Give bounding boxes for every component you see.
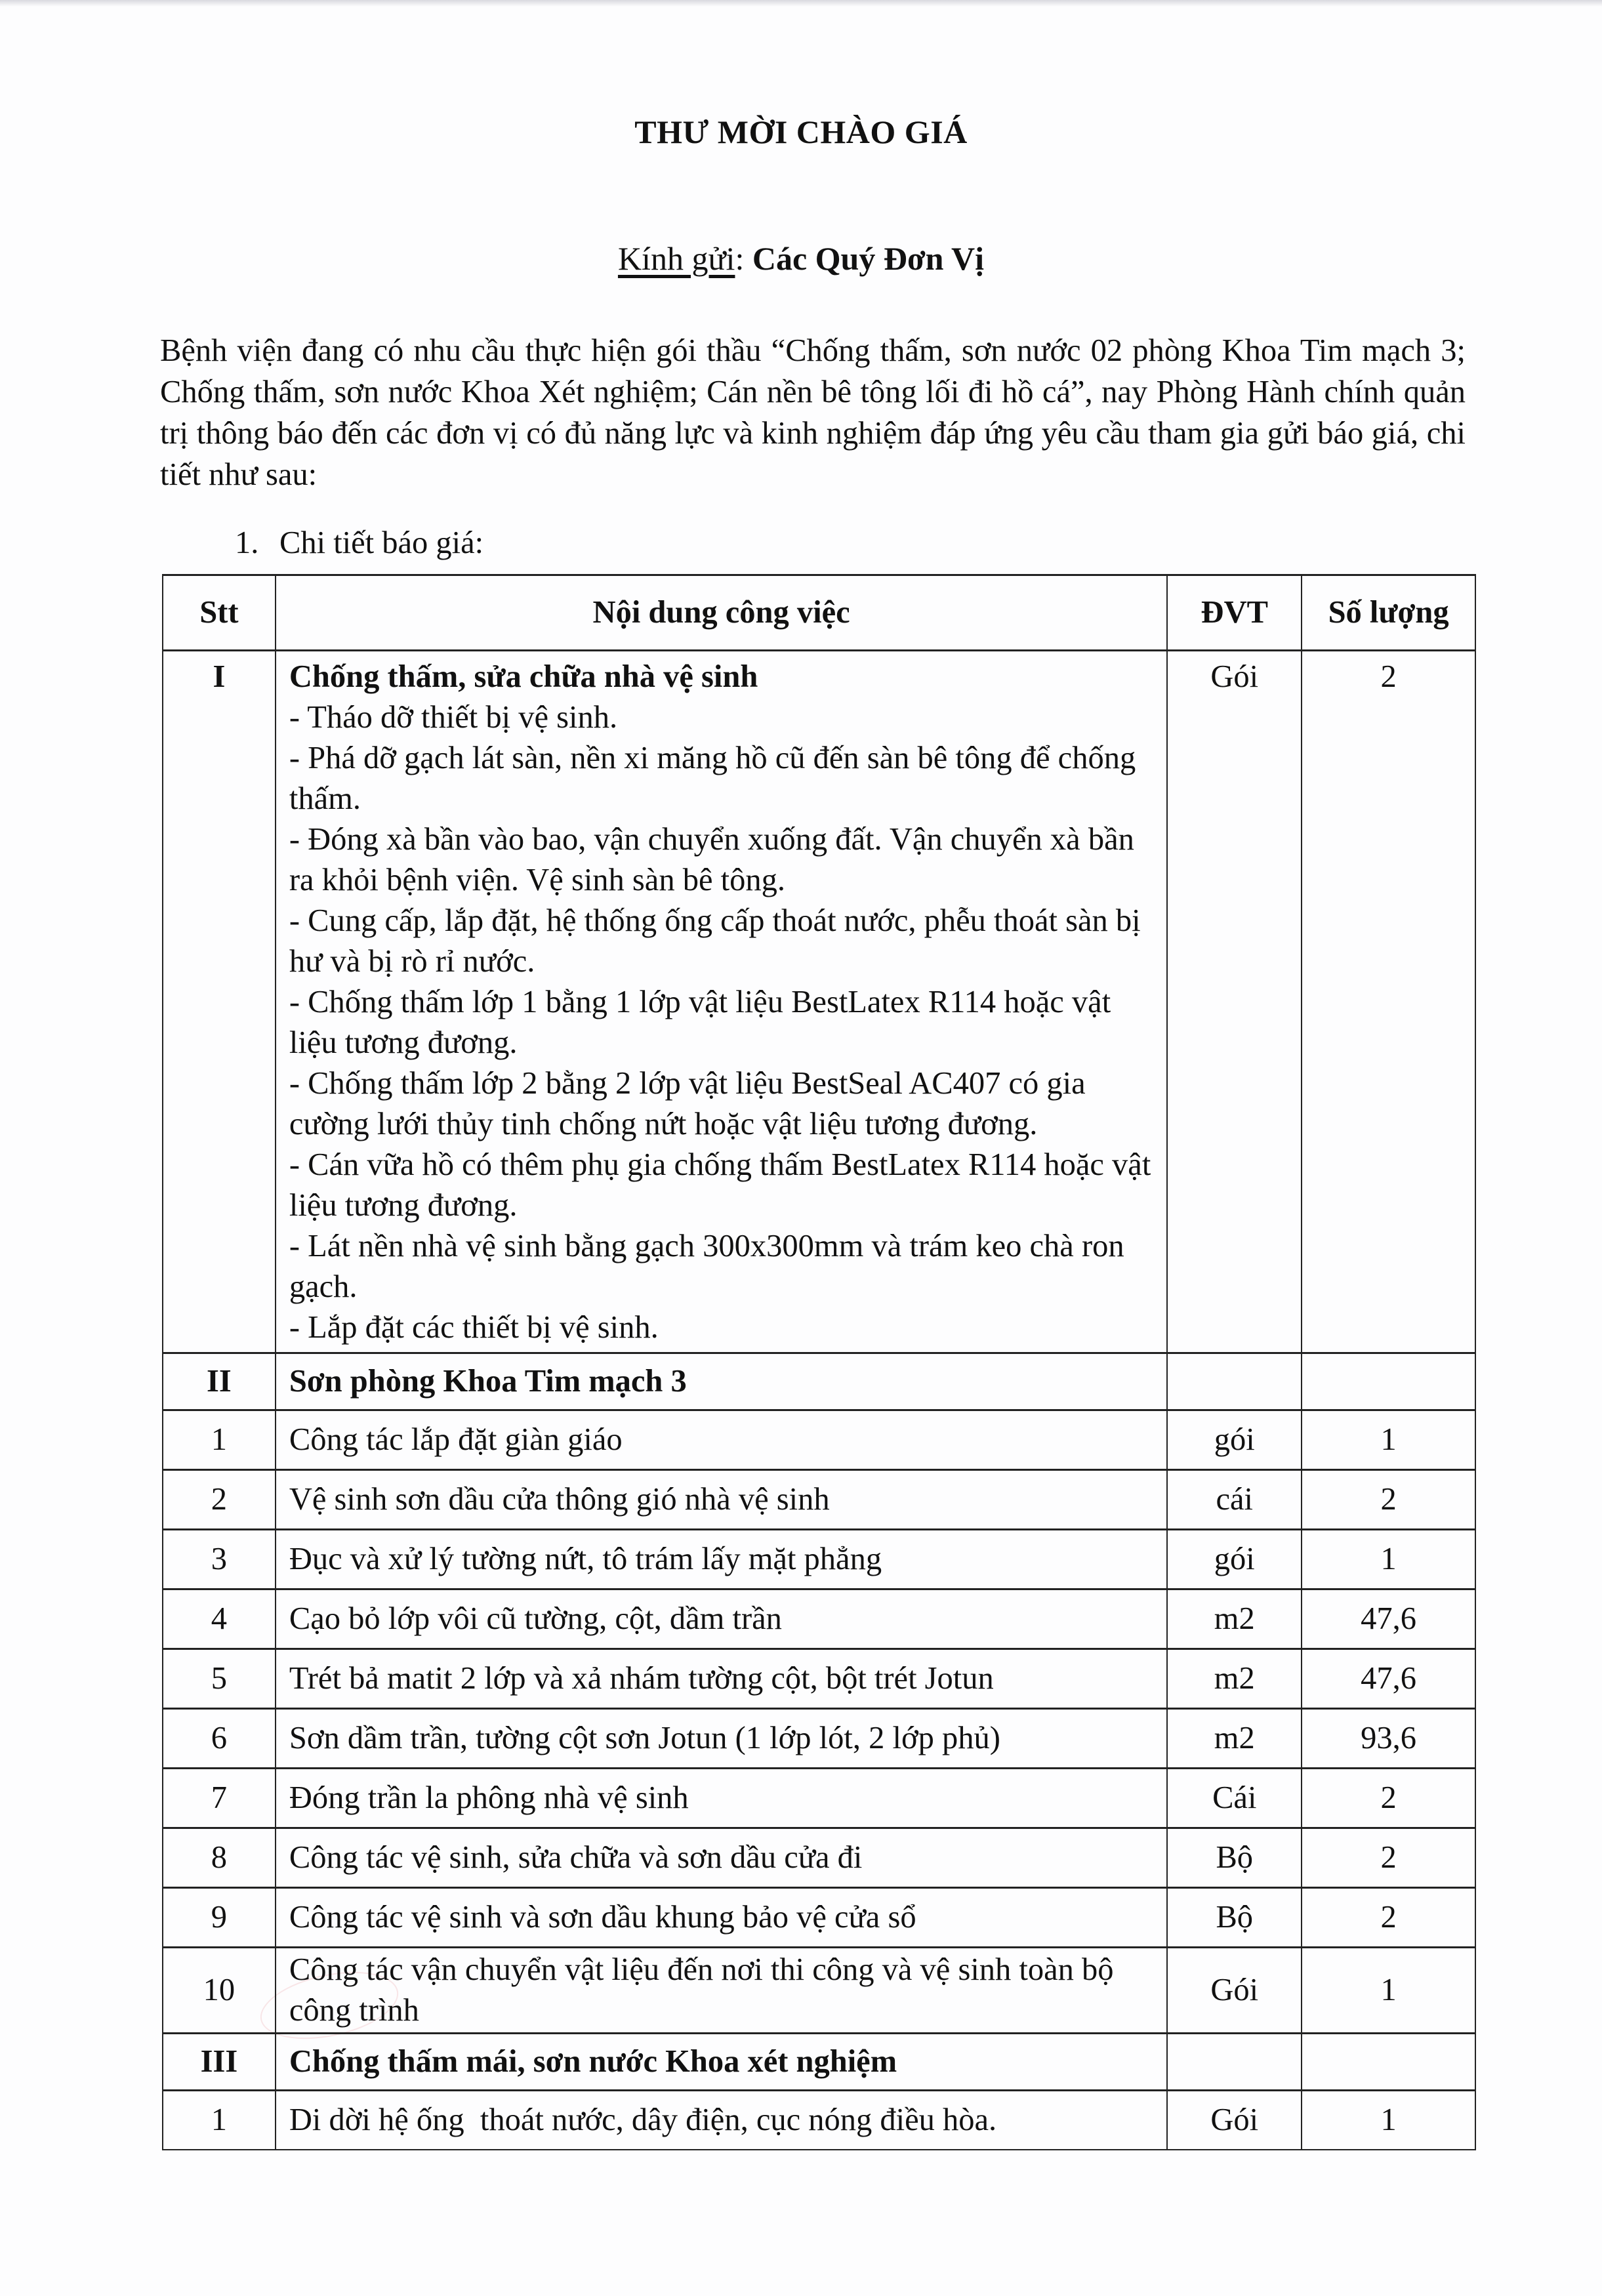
table-row xyxy=(163,1769,1475,1828)
header-unit: ĐVT xyxy=(1167,575,1302,651)
document-title: THƯ MỜI CHÀO GIÁ xyxy=(634,113,968,150)
header-stt: Stt xyxy=(163,575,276,651)
row-description: Trét bả matit 2 lớp và xả nhám tường cột, bột trét Jotun xyxy=(276,1649,1167,1709)
row-quantity-empty xyxy=(1302,1353,1475,1410)
detail-line: - Lắp đặt các thiết bị vệ sinh. xyxy=(289,1310,659,1345)
group-title: Chống thấm, sửa chữa nhà vệ sinh xyxy=(289,659,758,694)
table-row xyxy=(163,1410,1475,1470)
row-unit: Gói xyxy=(1167,2091,1302,2150)
row-unit: Gói xyxy=(1167,1948,1302,2034)
row-unit: m2 xyxy=(1167,1649,1302,1709)
detail-line: - Chống thấm lớp 2 bằng 2 lớp vật liệu BestSeal AC407 có gia cường lưới thủy tinh chống nứt hoặc vật liệu tương đương. xyxy=(289,1066,1086,1141)
row-unit: gói xyxy=(1167,1410,1302,1470)
row-quantity: 1 xyxy=(1302,1948,1475,2034)
row-unit: Cái xyxy=(1167,1769,1302,1828)
table-row xyxy=(163,2091,1475,2150)
row-description: Công tác lắp đặt giàn giáo xyxy=(276,1410,1167,1470)
table-row xyxy=(163,1649,1475,1709)
row-stt: 7 xyxy=(163,1769,276,1828)
row-stt: 8 xyxy=(163,1828,276,1888)
row-unit: Bộ xyxy=(1167,1828,1302,1888)
section-number: 1. xyxy=(235,525,259,560)
row-description: Công tác vận chuyển vật liệu đến nơi thi công và vệ sinh toàn bộ công trình xyxy=(276,1948,1167,2034)
row-description: Di dời hệ ống thoát nước, dây điện, cục nóng điều hòa. xyxy=(276,2091,1167,2150)
section-heading xyxy=(235,525,483,561)
row-quantity: 1 xyxy=(1302,2091,1475,2150)
table-row xyxy=(163,1530,1475,1589)
section-title: Chi tiết báo giá: xyxy=(279,525,484,560)
row-unit: Gói xyxy=(1167,651,1302,1353)
group-title: Chống thấm mái, sơn nước Khoa xét nghiệm xyxy=(276,2034,1167,2091)
table-row-group-II xyxy=(163,1353,1475,1410)
recipient-label: Kính gửi xyxy=(617,240,735,277)
header-description: Nội dung công việc xyxy=(276,575,1167,651)
row-unit: Bộ xyxy=(1167,1888,1302,1948)
row-quantity: 2 xyxy=(1302,1828,1475,1888)
row-description: Cạo bỏ lớp vôi cũ tường, cột, dầm trần xyxy=(276,1589,1167,1649)
table-row xyxy=(163,1948,1475,2034)
group-title: Sơn phòng Khoa Tim mạch 3 xyxy=(276,1353,1167,1410)
table-header-row xyxy=(163,575,1475,651)
detail-line: - Cán vữa hồ có thêm phụ gia chống thấm BestLatex R114 hoặc vật liệu tương đương. xyxy=(289,1147,1151,1223)
row-unit: gói xyxy=(1167,1530,1302,1589)
row-stt: III xyxy=(163,2034,276,2091)
table-row xyxy=(163,1828,1475,1888)
row-quantity: 47,6 xyxy=(1302,1589,1475,1649)
row-stt: 1 xyxy=(163,1410,276,1470)
table-row xyxy=(163,1589,1475,1649)
detail-line: - Phá dỡ gạch lát sàn, nền xi măng hồ cũ đến sàn bê tông để chống thấm. xyxy=(289,741,1136,816)
row-quantity: 2 xyxy=(1302,651,1475,1353)
row-stt: 5 xyxy=(163,1649,276,1709)
row-quantity-empty xyxy=(1302,2034,1475,2091)
row-description: Đóng trần la phông nhà vệ sinh xyxy=(276,1769,1167,1828)
row-stt: 10 xyxy=(163,1948,276,2034)
row-quantity: 47,6 xyxy=(1302,1649,1475,1709)
recipient-value: Các Quý Đơn Vị xyxy=(752,240,985,277)
intro-paragraph: Bệnh viện đang có nhu cầu thực hiện gói thầu “Chống thấm, sơn nước 02 phòng Khoa Tim mạch 3; Chống thấm, sơn nước Khoa Xét nghiệm; Cán nền bê tông lối đi hồ cá”, nay Phòng Hành chính quản trị thông báo đến các đơn vị có đủ năng lực và kinh nghiệm đáp ứng yêu cầu tham gia gửi báo giá, chi tiết như sau: xyxy=(160,333,1466,492)
scan-edge-shadow xyxy=(0,0,1602,7)
header-quantity: Số lượng xyxy=(1302,575,1475,651)
row-quantity: 1 xyxy=(1302,1410,1475,1470)
row-quantity: 2 xyxy=(1302,1470,1475,1530)
row-description: Công tác vệ sinh, sửa chữa và sơn dầu cửa đi xyxy=(276,1828,1167,1888)
row-quantity: 1 xyxy=(1302,1530,1475,1589)
detail-line: - Tháo dỡ thiết bị vệ sinh. xyxy=(289,700,618,735)
row-stt: 3 xyxy=(163,1530,276,1589)
row-stt: 4 xyxy=(163,1589,276,1649)
row-unit: m2 xyxy=(1167,1709,1302,1769)
row-description: Công tác vệ sinh và sơn dầu khung bảo vệ cửa sổ xyxy=(276,1888,1167,1948)
row-unit: cái xyxy=(1167,1470,1302,1530)
detail-line: - Lát nền nhà vệ sinh bằng gạch 300x300mm và trám keo chà ron gạch. xyxy=(289,1229,1124,1304)
table-row xyxy=(163,1470,1475,1530)
detail-line: - Đóng xà bần vào bao, vận chuyển xuống đất. Vận chuyển xà bần ra khỏi bệnh viện. Vệ sinh sàn bê tông. xyxy=(289,822,1134,897)
recipient-line xyxy=(0,239,1602,277)
row-stt: I xyxy=(163,651,276,1353)
row-stt: 1 xyxy=(163,2091,276,2150)
table-row xyxy=(163,1888,1475,1948)
row-quantity: 93,6 xyxy=(1302,1709,1475,1769)
row-description: Sơn dầm trần, tường cột sơn Jotun (1 lớp lót, 2 lớp phủ) xyxy=(276,1709,1167,1769)
quote-table xyxy=(162,574,1476,2150)
row-stt: 9 xyxy=(163,1888,276,1948)
row-description xyxy=(276,651,1167,1353)
row-description: Vệ sinh sơn dầu cửa thông gió nhà vệ sinh xyxy=(276,1470,1167,1530)
row-unit-empty xyxy=(1167,2034,1302,2091)
row-unit-empty xyxy=(1167,1353,1302,1410)
detail-line: - Chống thấm lớp 1 bằng 1 lớp vật liệu BestLatex R114 hoặc vật liệu tương đương. xyxy=(289,985,1111,1060)
recipient-separator: : xyxy=(735,240,752,277)
row-stt: 6 xyxy=(163,1709,276,1769)
table-row-group-III xyxy=(163,2034,1475,2091)
row-unit: m2 xyxy=(1167,1589,1302,1649)
table-row xyxy=(163,1709,1475,1769)
detail-line: - Cung cấp, lắp đặt, hệ thống ống cấp thoát nước, phễu thoát sàn bị hư và bị rò rỉ nước. xyxy=(289,903,1141,979)
row-stt: II xyxy=(163,1353,276,1410)
table-row-group-I xyxy=(163,651,1475,1353)
row-quantity: 2 xyxy=(1302,1888,1475,1948)
row-stt: 2 xyxy=(163,1470,276,1530)
row-quantity: 2 xyxy=(1302,1769,1475,1828)
row-description: Đục và xử lý tường nứt, tô trám lấy mặt phẳng xyxy=(276,1530,1167,1589)
